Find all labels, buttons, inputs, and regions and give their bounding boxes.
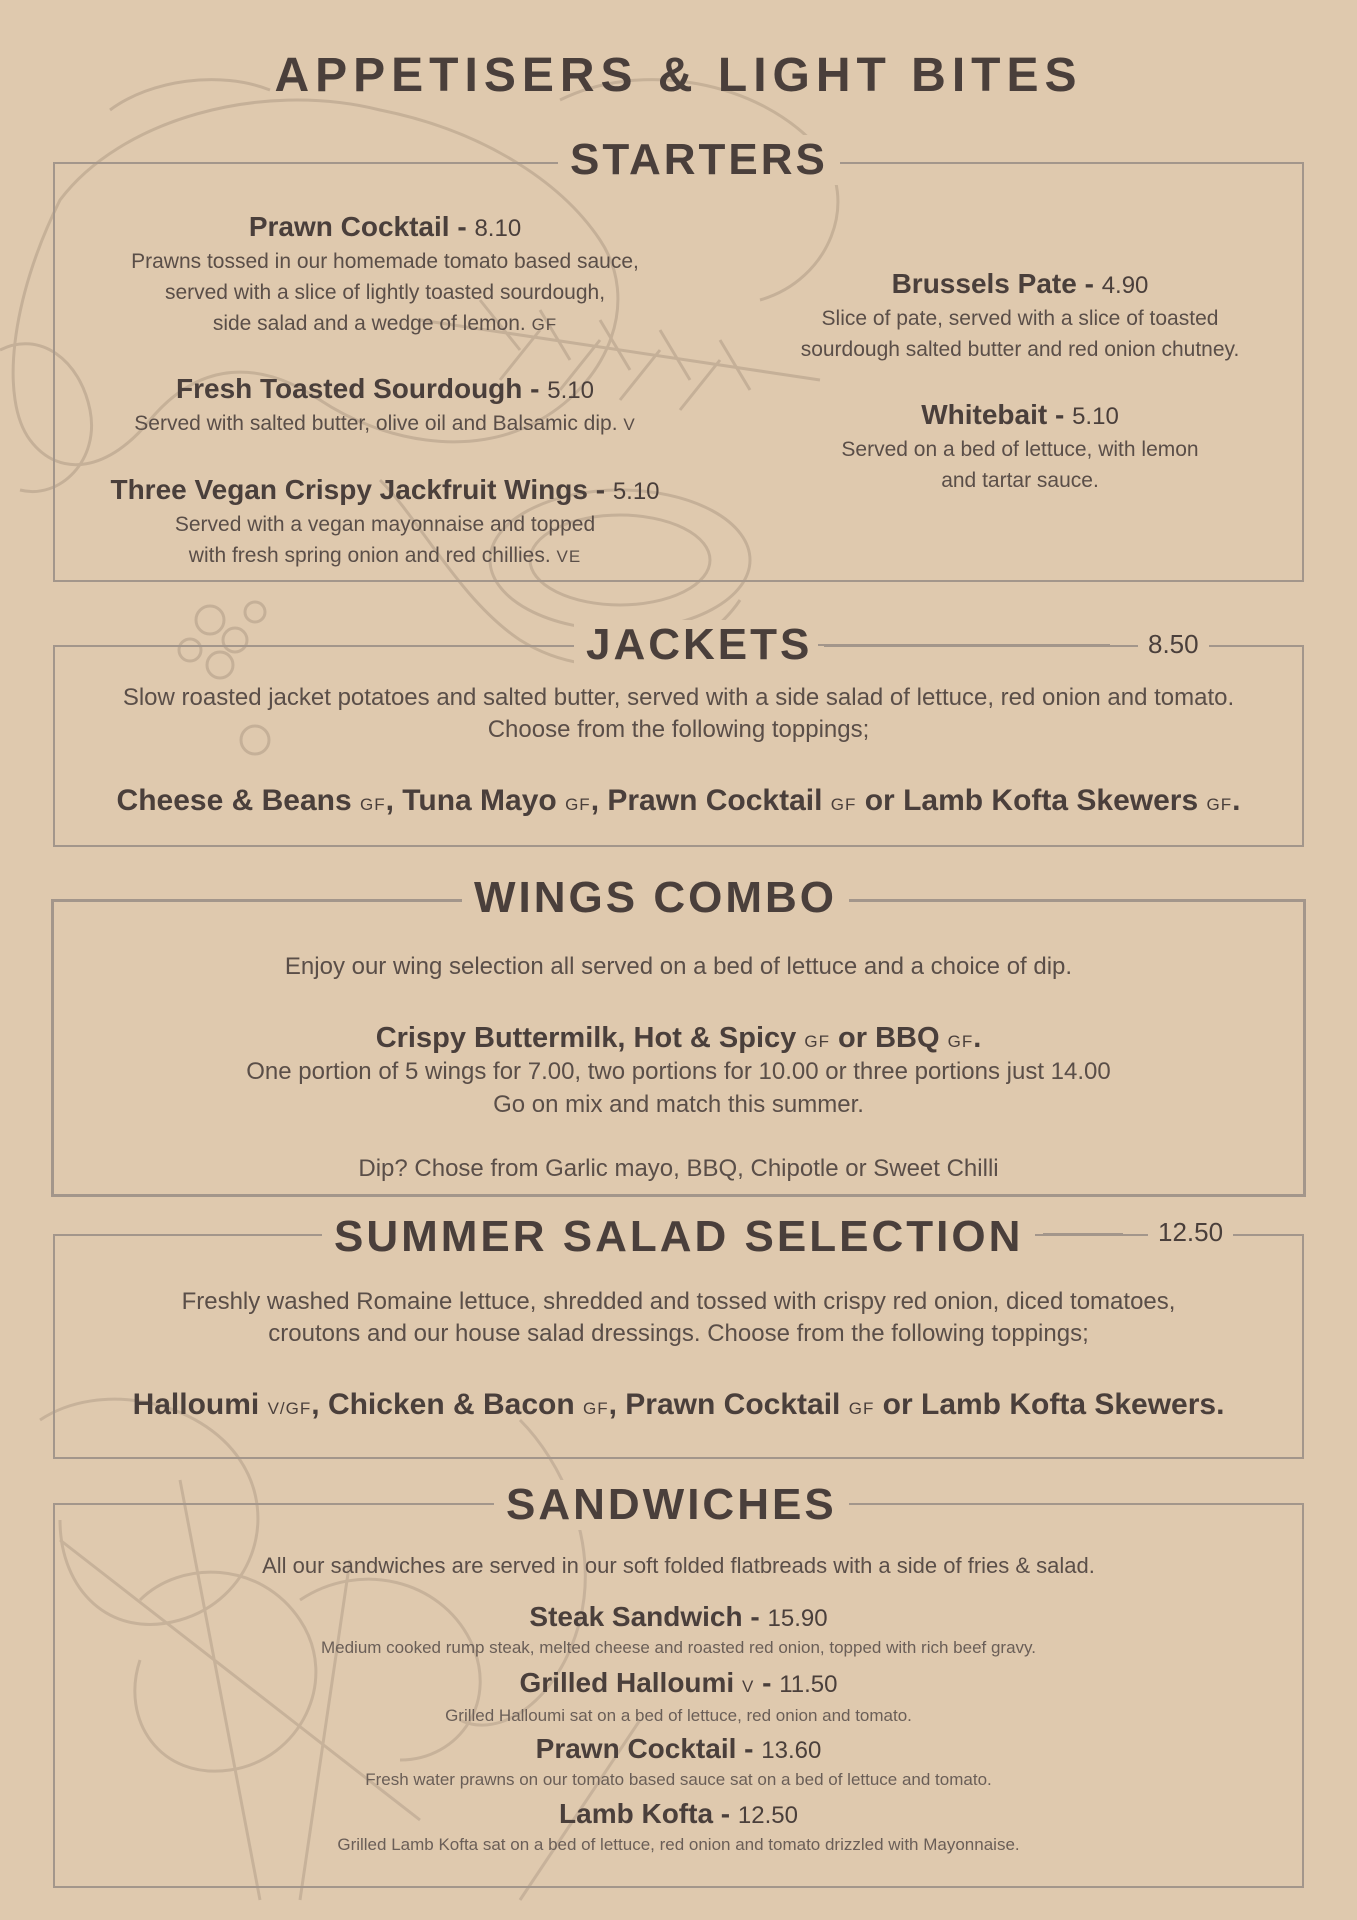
menu-item-whitebait: Whitebait - 5.10 Served on a bed of lettuce, with lemon and tartar sauce.	[841, 399, 1199, 492]
dietary-tag: VE	[556, 547, 582, 566]
item-name: Three Vegan Crispy Jackfruit Wings	[110, 474, 588, 505]
wings-mix-note: Go on mix and match this summer.	[493, 1091, 864, 1118]
item-name: Fresh Toasted Sourdough	[176, 373, 523, 404]
menu-item-jackfruit-wings: Three Vegan Crispy Jackfruit Wings - 5.10 Served with a vegan mayonnaise and topped with fresh spring onion and red chillies. VE	[110, 474, 660, 567]
dietary-tag: V	[623, 415, 636, 434]
wings-dip-note: Dip? Chose from Garlic mayo, BBQ, Chipotle or Sweet Chilli	[358, 1155, 999, 1182]
menu-item-fresh-toasted-sourdough: Fresh Toasted Sourdough - 5.10 Served with salted butter, olive oil and Balsamic dip. V	[134, 373, 636, 435]
item-price: 8.10	[474, 215, 522, 242]
salad-toppings: Halloumi V/GF, Chicken & Bacon GF, Prawn Cocktail GF or Lamb Kofta Skewers.	[132, 1388, 1225, 1421]
item-price: 5.10	[547, 377, 594, 404]
sandwiches-intro: All our sandwiches are served in our soft folded flatbreads with a side of fries & salad.	[262, 1553, 1095, 1578]
menu-item-prawn-cocktail: Prawn Cocktail - 8.10 Prawns tossed in our homemade tomato based sauce, served with a slice of lightly toasted sourdough, side salad and a wedge of lemon. GF	[131, 211, 639, 335]
wings-intro: Enjoy our wing selection all served on a bed of lettuce and a choice of dip.	[284, 953, 1073, 980]
item-price: 5.10	[612, 478, 660, 505]
sandwich-lamb-kofta: Lamb Kofta - 12.50 Grilled Lamb Kofta sat on a bed of lettuce, red onion and tomato drizzled with Mayonnaise.	[337, 1798, 1020, 1854]
item-name: Whitebait	[921, 399, 1048, 430]
jackets-title: JACKETS	[574, 620, 824, 670]
jackets-toppings: Cheese & Beans GF, Tuna Mayo GF, Prawn Cocktail GF or Lamb Kofta Skewers GF.	[116, 784, 1241, 817]
divider	[818, 644, 1110, 646]
divider	[1043, 1233, 1123, 1235]
wings-flavours: Crispy Buttermilk, Hot & Spicy GF or BBQ GF.	[375, 1022, 982, 1054]
salad-description: Freshly washed Romaine lettuce, shredded and tossed with crispy red onion, diced tomatoes, croutons and our house salad dressings. Choose from the following toppings;	[181, 1288, 1176, 1347]
page-title: APPETISERS & LIGHT BITES	[274, 49, 1083, 102]
item-price: 5.10	[1072, 403, 1119, 430]
item-price: 4.90	[1101, 272, 1149, 299]
menu-item-brussels-pate: Brussels Pate - 4.90 Slice of pate, served with a slice of toasted sourdough salted butter and red onion chutney.	[800, 268, 1240, 361]
item-name: Prawn Cocktail	[248, 211, 450, 242]
wings-pricing: One portion of 5 wings for 7.00, two portions for 10.00 or three portions just 14.00	[246, 1058, 1111, 1085]
jackets-price: 8.50	[1138, 629, 1209, 659]
wings-combo-title: WINGS COMBO	[462, 873, 849, 923]
sandwich-prawn-cocktail: Prawn Cocktail - 13.60 Fresh water prawns on our tomato based sauce sat on a bed of lettuce and tomato.	[365, 1733, 992, 1789]
sandwiches-title: SANDWICHES	[494, 1480, 849, 1530]
summer-salad-title: SUMMER SALAD SELECTION	[322, 1212, 1035, 1262]
sandwich-steak: Steak Sandwich - 15.90 Medium cooked rump steak, melted cheese and roasted red onion, topped with rich beef gravy.	[320, 1601, 1037, 1657]
starters-title: STARTERS	[558, 135, 840, 185]
item-name: Brussels Pate	[891, 268, 1077, 299]
sandwich-grilled-halloumi: Grilled Halloumi V - 11.50 Grilled Halloumi sat on a bed of lettuce, red onion and tomato.	[445, 1667, 912, 1725]
dietary-tag: GF	[531, 315, 558, 334]
summer-salad-price: 12.50	[1148, 1217, 1233, 1247]
jackets-description: Slow roasted jacket potatoes and salted butter, served with a side salad of lettuce, red onion and tomato. Choose from the following toppings;	[122, 684, 1235, 743]
